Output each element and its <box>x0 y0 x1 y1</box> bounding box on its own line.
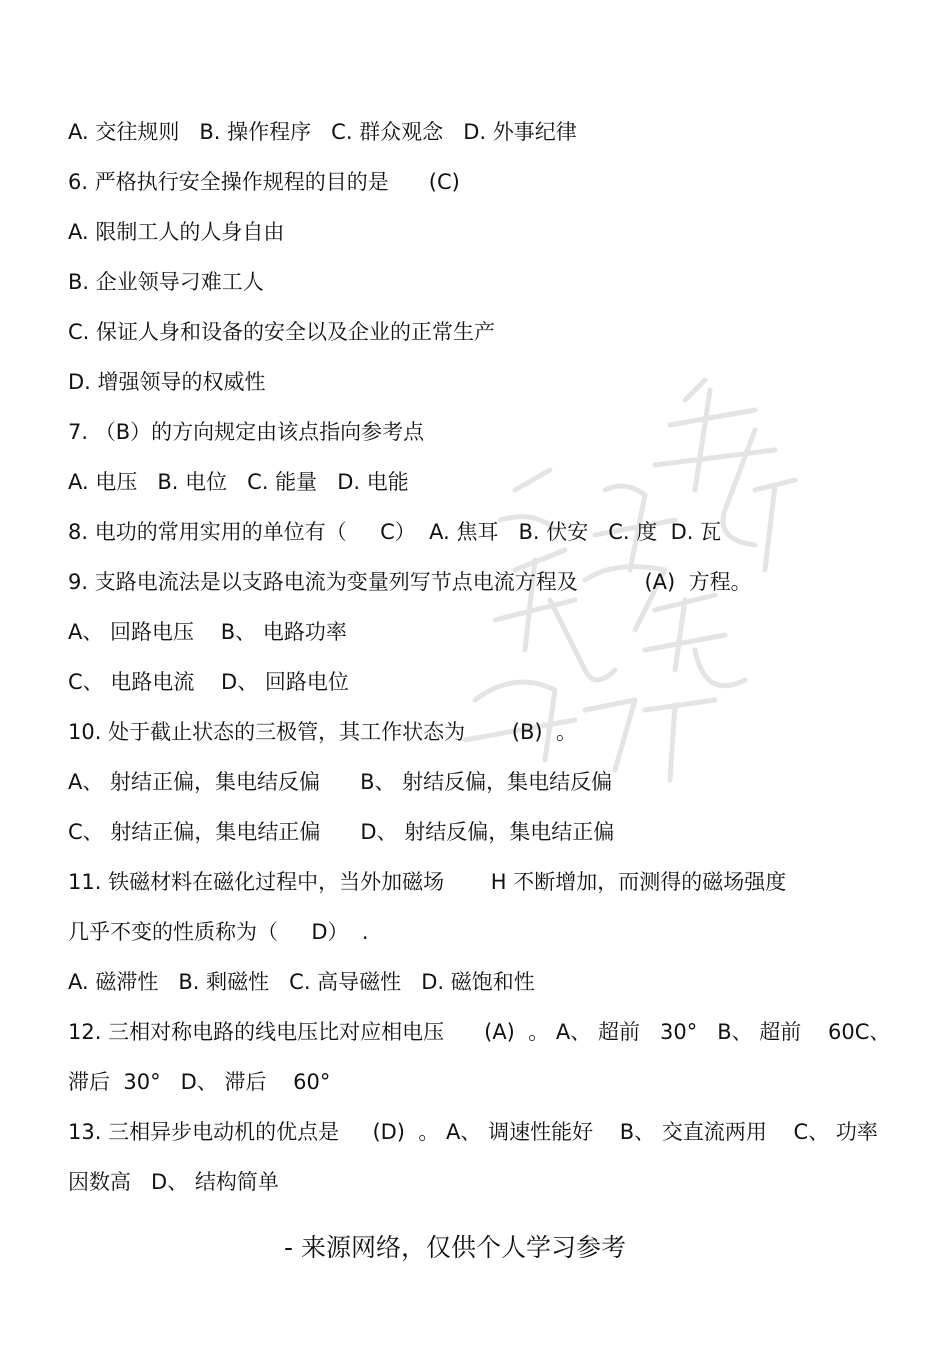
text-line: 8. 电功的常用实用的单位有（ C） A. 焦耳 B. 伏安 C. 度 D. 瓦 <box>68 520 722 544</box>
text-line: A. 磁滞性 B. 剩磁性 C. 高导磁性 D. 磁饱和性 <box>68 970 535 994</box>
text-line: C. 保证人身和设备的安全以及企业的正常生产 <box>68 320 496 344</box>
text-line: 6. 严格执行安全操作规程的目的是 (C) <box>68 170 460 194</box>
text-line: 10. 处于截止状态的三极管，其工作状态为 (B) 。 <box>68 720 577 744</box>
text-line: A、 回路电压 B、 电路功率 <box>68 620 347 644</box>
text-line: 9. 支路电流法是以支路电流为变量列写节点电流方程及 (A) 方程。 <box>68 570 752 594</box>
text-line: A. 限制工人的人身自由 <box>68 220 285 244</box>
text-line: A、 射结正偏，集电结反偏 B、 射结反偏，集电结反偏 <box>68 770 613 794</box>
text-line: 13. 三相异步电动机的优点是 (D) 。 A、 调速性能好 B、 交直流两用 C、 功率 <box>68 1120 878 1144</box>
text-line: B. 企业领导刁难工人 <box>68 270 264 294</box>
text-line: C、 电路电流 D、 回路电位 <box>68 670 349 694</box>
text-line: A. 交往规则 B. 操作程序 C. 群众观念 D. 外事纪律 <box>68 120 577 144</box>
text-line: 滞后 30° D、 滞后 60° <box>68 1070 331 1094</box>
page-footer: - 来源网络，仅供个人学习参考 <box>284 1233 626 1262</box>
text-line: D. 增强领导的权威性 <box>68 370 266 394</box>
text-line: 11. 铁磁材料在磁化过程中，当外加磁场 H 不断增加，而测得的磁场强度 <box>68 870 787 894</box>
text-line: 因数高 D、 结构简单 <box>68 1170 279 1194</box>
text-line: 7. （B）的方向规定由该点指向参考点 <box>68 420 425 444</box>
text-line: 12. 三相对称电路的线电压比对应相电压 (A) 。 A、 超前 30° B、 超前 60C、 <box>68 1020 891 1044</box>
question-list <box>68 114 898 1214</box>
text-line: A. 电压 B. 电位 C. 能量 D. 电能 <box>68 470 409 494</box>
text-line: 几乎不变的性质称为（ D） . <box>68 920 369 944</box>
text-line: C、 射结正偏，集电结正偏 D、 射结反偏，集电结正偏 <box>68 820 615 844</box>
